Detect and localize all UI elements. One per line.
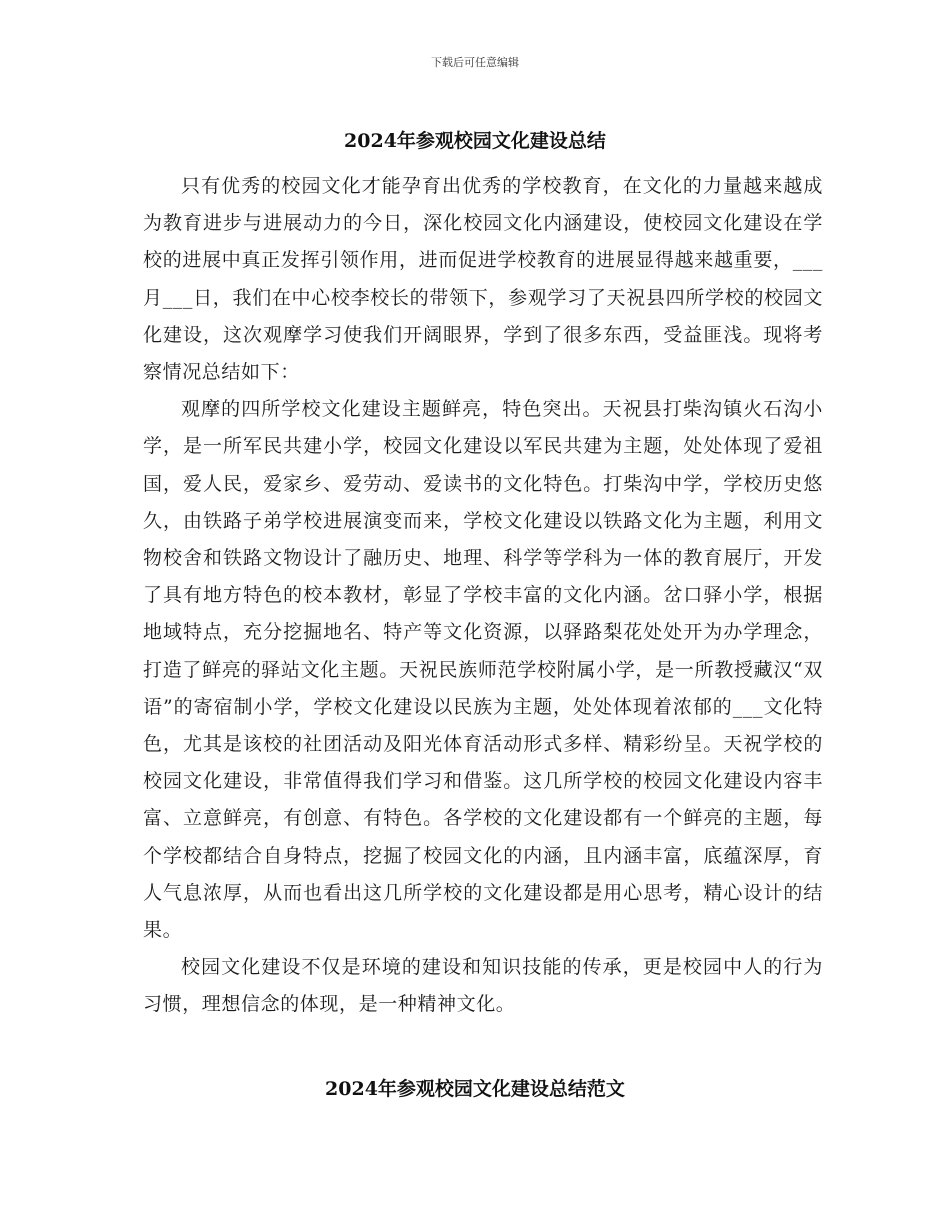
document-body xyxy=(143,168,823,1024)
paragraph-intro: 只有优秀的校园文化才能孕育出优秀的学校教育，在文化的力量越来越成为教育进步与进展动力的今日，深化校园文化内涵建设，使校园文化建设在学校的进展中真正发挥引领作用，进而促进学校教育的进展显得越来越重要，___月___日，我们在中心校李校长的带领下，参观学习了天祝县四所学校的校园文化建设，这次观摩学习使我们开阔眼界，学到了很多东西，受益匪浅。现将考察情况总结如下： xyxy=(143,175,823,384)
paragraph-conclusion: 校园文化建设不仅是环境的建设和知识技能的传承，更是校园中人的行为习惯，理想信念的体现，是一种精神文化。 xyxy=(143,956,823,1016)
header-note: 下载后可任意编辑 xyxy=(431,56,519,69)
next-section-title: 2024年参观校园文化建设总结范文 xyxy=(325,1078,625,1100)
document-title: 2024年参观校园文化建设总结 xyxy=(344,130,606,152)
paragraph-observation: 观摩的四所学校文化建设主题鲜亮，特色突出。天祝县打柴沟镇火石沟小学，是一所军民共建小学，校园文化建设以军民共建为主题，处处体现了爱祖国，爱人民，爱家乡、爱劳动、爱读书的文化特色。打柴沟中学，学校历史悠久，由铁路子弟学校进展演变而来，学校文化建设以铁路文化为主题，利用文物校舍和铁路文物设计了融历史、地理、科学等学科为一体的教育展厅，开发了具有地方特色的校本教材，彰显了学校丰富的文化内涵。岔口驿小学，根据地域特点，充分挖掘地名、特产等文化资源，以驿路梨花处处开为办学理念，打造了鲜亮的驿站文化主题。天祝民族师范学校附属小学，是一所教授藏汉“双语”的寄宿制小学，学校文化建设以民族为主题，处处体现着浓郁的___文化特色，尤其是该校的社团活动及阳光体育活动形式多样、精彩纷呈。天祝学校的校园文化建设，非常值得我们学习和借鉴。这几所学校的校园文化建设内容丰富、立意鲜亮，有创意、有特色。各学校的文化建设都有一个鲜亮的主题，每个学校都结合自身特点，挖掘了校园文化的内涵，且内涵丰富，底蕴深厚，育人气息浓厚，从而也看出这几所学校的文化建设都是用心思考，精心设计的结果。 xyxy=(143,398,823,942)
